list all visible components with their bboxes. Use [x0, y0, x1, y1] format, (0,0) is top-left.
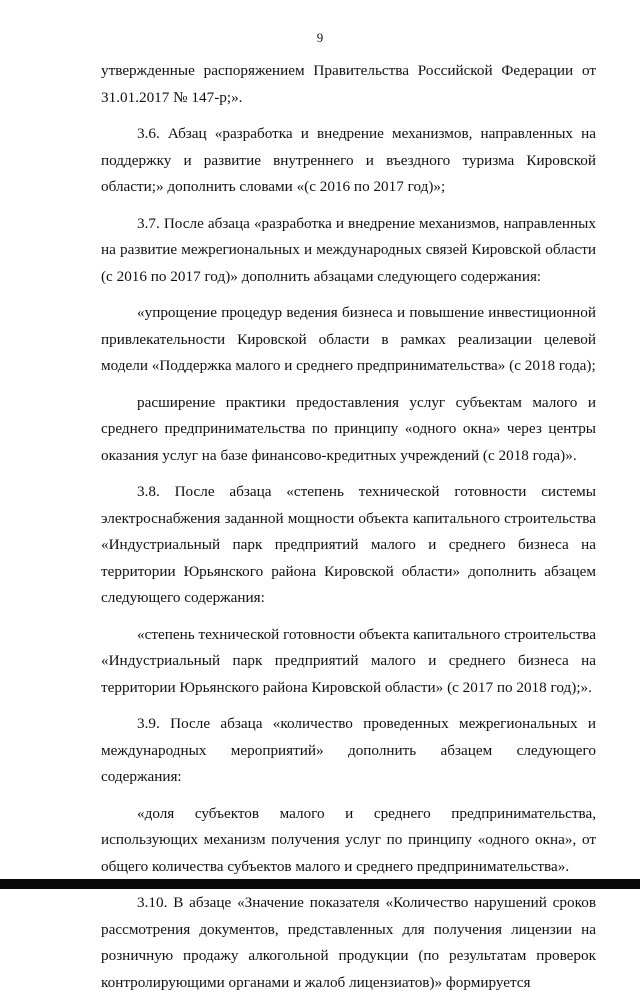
paragraph-3-7: 3.7. После абзаца «разработка и внедрение механизмов, направленных на развитие межрегиональных и международных связей Кировской области (с 2016 по 2017 год)» дополнить абзацами следующего содержания:	[101, 214, 596, 285]
paragraph-quote-simplification: «упрощение процедур ведения бизнеса и повышение инвестиционной привлекательности Кировской области в рамках реализации целевой модели «Поддержка малого и среднего предпринимательства» (с 2018 года);	[101, 304, 596, 374]
paragraph-quote-expansion: расширение практики предоставления услуг субъектам малого и среднего предпринимательства по принципу «одного окна» через центры оказания услуг на базе финансово-кредитных учреждений (с 2018 года)».	[101, 393, 596, 464]
paragraph-quote-industrial-park: «степень технической готовности объекта капитального строительства «Индустриальный парк предприятий малого и среднего бизнеса на территории Юрьянского района Кировской области» (с 2017 по 2018 год);».	[101, 625, 596, 696]
page-number: 9	[316, 30, 324, 45]
scan-edge-bar	[0, 879, 640, 889]
paragraph-3-6: 3.6. Абзац «разработка и внедрение механизмов, направленных на поддержку и развитие внутреннего и въездного туризма Кировской области;» дополнить словами «(с 2016 по 2017 год)»;	[101, 125, 596, 195]
paragraph-quote-share: «доля субъектов малого и среднего предпринимательства, использующих механизм получения услуг по принципу «одного окна», от общего количества субъектов малого и среднего предпринимательства».	[101, 804, 596, 875]
paragraph-3-8: 3.8. После абзаца «степень технической готовности системы электроснабжения заданной мощности объекта капитального строительства «Индустриальный парк предприятий малого и среднего бизнеса на территории Юрьянского района Кировской области» дополнить абзацем следующего содержания:	[101, 483, 596, 606]
paragraph-3-9: 3.9. После абзаца «количество проведенных межрегиональных и международных мероприятий» дополнить абзацем следующего содержания:	[101, 715, 596, 785]
paragraph-1: утвержденные распоряжением Правительства Российской Федерации от 31.01.2017 № 147-р;».	[101, 62, 596, 106]
paragraph-3-10: 3.10. В абзаце «Значение показателя «Количество нарушений сроков рассмотрения документов, представленных для получения лицензии на розничную продажу алкогольной продукции (по результатам проверок контролирующими органами и жалоб лицензиатов)» формируется	[101, 894, 596, 991]
document-body	[101, 58, 596, 1006]
